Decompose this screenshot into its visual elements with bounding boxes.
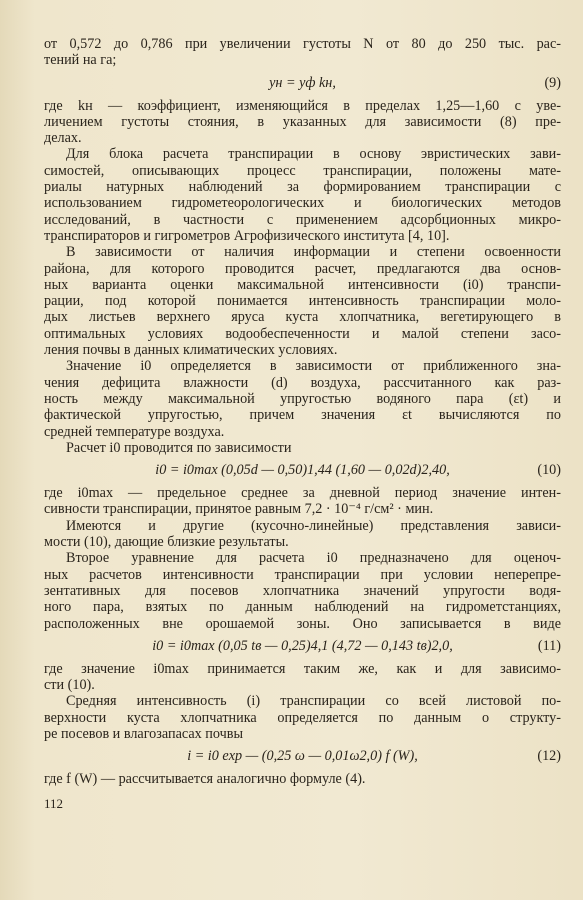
text-line: Второе уравнение для расчета i0 предназначено для оценоч- — [66, 550, 561, 567]
text-line: делах. — [44, 130, 82, 147]
formula-expression: i0 = i0max (0,05 tв — 0,25)4,1 (4,72 — 0,143 tв)2,0, — [152, 637, 453, 654]
text-line: где значение i0max принимается таким же, как и для зависимо- — [44, 660, 561, 677]
text-line: использованием гидрометеорологических и биологических методов — [44, 195, 561, 212]
text-line: личением густоты стояния, в указанных для зависимости (8) пре- — [44, 113, 561, 130]
text-line: транспираторов и гигрометров Агрофизического института [4, 10]. — [44, 227, 450, 244]
text-line: зентативных для посевов хлопчатника значений упругости водя- — [44, 582, 561, 599]
text-line: от 0,572 до 0,786 при увеличении густоты N от 80 до 250 тыс. рас- — [44, 36, 561, 52]
equation-number: (10) — [537, 462, 561, 479]
text-line: где f (W) — рассчитывается аналогично формуле (4). — [44, 771, 366, 788]
text-line: сивности транспирации, принятое равным 7,2 · 10⁻⁴ г/см² · мин. — [44, 501, 434, 518]
text-line: тений на га; — [44, 52, 117, 69]
text-line: средней температуре воздуха. — [44, 423, 225, 440]
text-line: где kн — коэффициент, изменяющийся в пределах 1,25—1,60 с уве- — [44, 97, 561, 114]
text-line: ных расчетов интенсивности транспирации при условии неперепре- — [44, 566, 561, 583]
text-line: ных варианта оценки максимальной интенсивности (i0) транспи- — [44, 276, 561, 293]
text-line: Имеются и другие (кусочно-линейные) представления зависи- — [66, 517, 561, 534]
body-text — [44, 36, 561, 788]
formula-expression: i = i0 exp — (0,25 ω — 0,01ω2,0) f (W), — [187, 748, 418, 765]
text-line: ного пара, взятых по данным наблюдений на гидрометстанциях, — [44, 599, 561, 616]
text-line: верхности куста хлопчатника определяется по данным о структу- — [44, 709, 561, 726]
text-line: где i0max — предельное среднее за дневной период значение интен- — [44, 485, 561, 502]
text-line: Средняя интенсивность (i) транспирации со всей листовой по- — [66, 693, 561, 710]
text-line: риалы натурных наблюдений за формированием транспирации с — [44, 179, 561, 196]
text-line: Расчет i0 проводится по зависимости — [66, 439, 292, 456]
text-line: дых листьев верхнего яруса куста хлопчатника, вегетирующего в — [44, 309, 561, 326]
text-line: сти (10). — [44, 677, 95, 694]
text-line: мости (10), дающие близкие результаты. — [44, 534, 289, 551]
text-line: ления почвы в данных климатических условиях. — [44, 342, 338, 359]
formula — [44, 634, 561, 658]
text-line: Значение i0 определяется в зависимости от приближенного зна- — [66, 358, 561, 375]
text-line: ре посевов и влагозапасах почвы — [44, 725, 243, 742]
text-line: ность между максимальной упругостью водяного пара (εt) и — [44, 390, 561, 407]
text-line: района, для которого проводится расчет, предлагаются два основ- — [44, 260, 561, 277]
formula — [44, 458, 561, 482]
text-line: фактической упругостью, причем значения εt вычисляются по — [44, 407, 561, 424]
equation-number: (11) — [537, 637, 561, 654]
formula-expression: yн = yф kн, — [269, 74, 336, 91]
formula — [44, 71, 561, 95]
text-line: Для блока расчета транспирации в основу эвристических зави- — [66, 146, 561, 163]
text-line: расположенных вне орошаемой зоны. Оно записывается в виде — [44, 615, 561, 632]
text-line: симостей, описывающих процесс транспирации, положены мате- — [44, 162, 561, 179]
formula — [44, 744, 561, 768]
text-line: исследований, в частности с применением адсорбционных микро- — [44, 211, 561, 228]
formula-expression: i0 = i0max (0,05d — 0,50)1,44 (1,60 — 0,02d)2,40, — [155, 462, 450, 479]
text-line: чения дефицита влажности (d) воздуха, рассчитанного как раз- — [44, 374, 561, 391]
equation-number: (12) — [537, 748, 561, 765]
text-line: В зависимости от наличия информации и степени освоенности — [66, 244, 561, 261]
equation-number: (9) — [544, 74, 561, 91]
text-line: оптимальных условиях водообеспеченности и малой степени засо- — [44, 325, 561, 342]
page-number: 112 — [44, 795, 64, 811]
text-line: рации, под которой понимается интенсивность транспирации моло- — [44, 293, 561, 310]
